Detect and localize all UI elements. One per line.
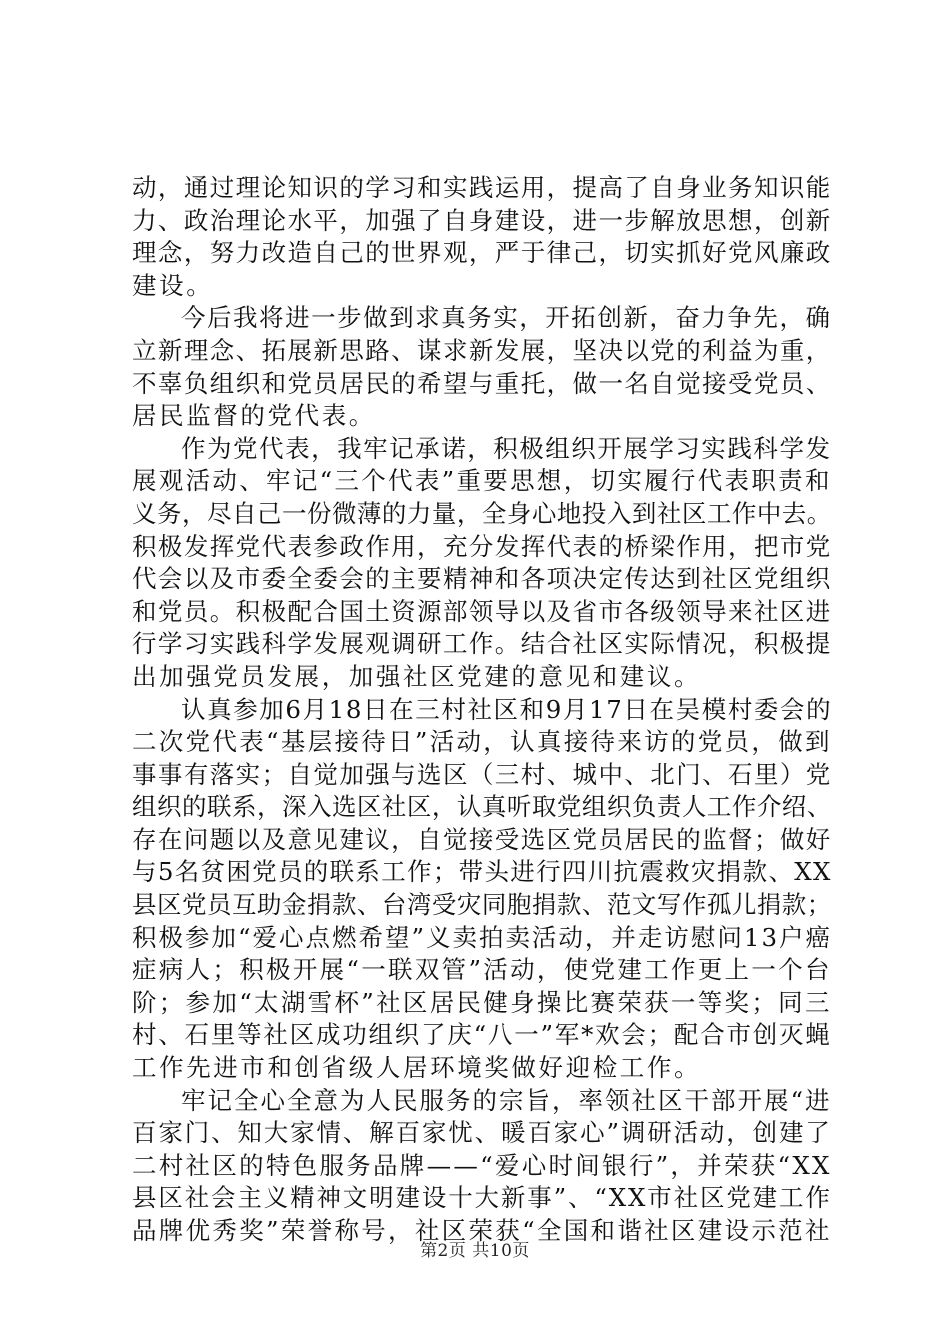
document-body — [132, 172, 832, 1248]
paragraph-line: 积极参加“爱心点燃希望”义卖拍卖活动，并走访慰问13户癌 — [132, 922, 833, 952]
paragraph-line: 事事有落实；自觉加强与选区（三村、城中、北门、石里）党 — [132, 759, 832, 789]
paragraph-line: 症病人；积极开展“一联双管”活动，使党建工作更上一个台 — [132, 955, 832, 985]
paragraph-line: 与5名贫困党员的联系工作；带头进行四川抗震救灾捐款、XX — [132, 857, 832, 887]
paragraph-line: 积极发挥党代表参政作用，充分发挥代表的桥梁作用，把市党 — [132, 531, 832, 561]
paragraph-line: 义务，尽自己一份微薄的力量，全身心地投入到社区工作中去。 — [132, 498, 832, 528]
paragraph-line: 出加强党员发展，加强社区党建的意见和建议。 — [132, 661, 702, 691]
paragraph-line: 县区党员互助金捐款、台湾受灾同胞捐款、范文写作孤儿捐款； — [132, 890, 832, 920]
paragraph-line: 存在问题以及意见建议，自觉接受选区党员居民的监督；做好 — [132, 824, 832, 854]
paragraph-line: 代会以及市委全委会的主要精神和各项决定传达到社区党组织 — [132, 564, 832, 594]
paragraph-line: 百家门、知大家情、解百家忧、暖百家心”调研活动，创建了 — [132, 1118, 832, 1148]
paragraph-line: 不辜负组织和党员居民的希望与重托，做一名自觉接受党员、 — [132, 368, 832, 398]
paragraph-line: 动，通过理论知识的学习和实践运用，提高了自身业务知识能 — [132, 173, 832, 202]
paragraph-line: 行学习实践科学发展观调研工作。结合社区实际情况，积极提 — [132, 629, 832, 659]
paragraph-line: 建设。 — [132, 270, 214, 300]
paragraph-line: 立新理念、拓展新思路、谋求新发展，坚决以党的利益为重， — [132, 335, 832, 365]
paragraph-line: 居民监督的党代表。 — [132, 401, 376, 431]
paragraph-line: 理念，努力改造自己的世界观，严于律己，切实抓好党风廉政 — [132, 238, 832, 268]
paragraph-line: 二村社区的特色服务品牌——“爱心时间银行”，并荣获“XX — [132, 1150, 832, 1180]
page-number-footer: 第2页 共10页 — [420, 1241, 530, 1261]
paragraph-line: 和党员。积极配合国土资源部领导以及省市各级领导来社区进 — [132, 596, 832, 626]
paragraph-first-line: 牢记全心全意为人民服务的宗旨，率领社区干部开展“进 — [181, 1085, 832, 1115]
paragraph-line: 阶；参加“太湖雪杯”社区居民健身操比赛荣获一等奖；同三 — [132, 987, 832, 1017]
paragraph-line: 县区社会主义精神文明建设十大新事”、“XX市社区党建工作 — [132, 1183, 832, 1213]
paragraph-first-line: 作为党代表，我牢记承诺，积极组织开展学习实践科学发 — [181, 433, 832, 463]
paragraph-line: 组织的联系，深入选区社区，认真听取党组织负责人工作介绍、 — [132, 792, 832, 822]
paragraph-first-line: 今后我将进一步做到求真务实，开拓创新，奋力争先，确 — [181, 303, 832, 333]
paragraph-line: 村、石里等社区成功组织了庆“八一”军*欢会；配合市创灭蝇 — [132, 1020, 832, 1050]
paragraph-line: 工作先进市和创省级人居环境奖做好迎检工作。 — [132, 1053, 702, 1083]
paragraph-first-line: 认真参加6月18日在三村社区和9月17日在吴模村委会的 — [181, 694, 833, 724]
paragraph-line: 力、政治理论水平，加强了自身建设，进一步解放思想，创新 — [132, 205, 832, 235]
paragraph-line: 二次党代表“基层接待日”活动，认真接待来访的党员，做到 — [132, 727, 832, 757]
paragraph-line: 展观活动、牢记“三个代表”重要思想，切实履行代表职责和 — [132, 466, 832, 496]
paragraph-line: 品牌优秀奖”荣誉称号，社区荣获“全国和谐社区建设示范社 — [132, 1216, 832, 1245]
